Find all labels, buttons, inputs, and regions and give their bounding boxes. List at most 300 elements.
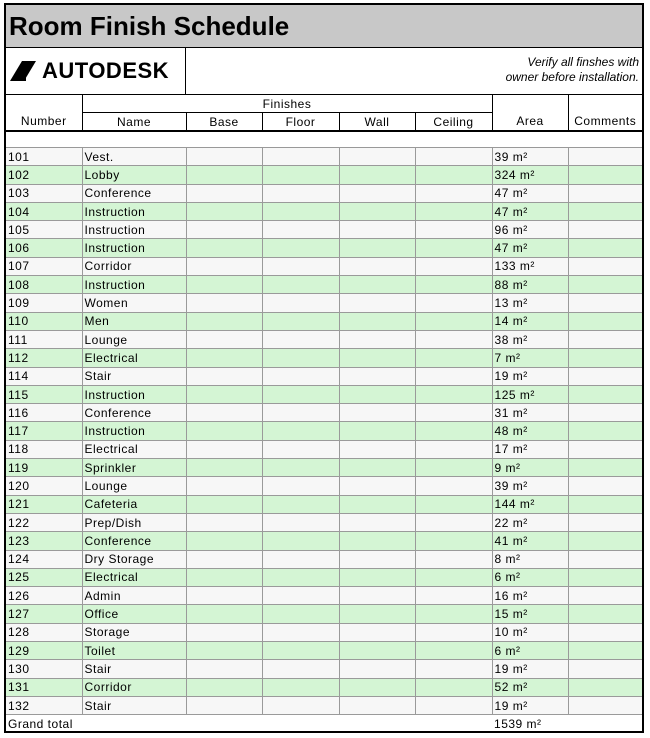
base-cell[interactable] [186, 166, 262, 184]
comments-cell[interactable] [568, 367, 642, 385]
floor-cell[interactable] [262, 678, 339, 696]
base-cell[interactable] [186, 440, 262, 458]
table-row[interactable] [6, 660, 642, 678]
ceiling-cell[interactable] [415, 294, 492, 312]
wall-cell[interactable] [339, 148, 415, 166]
room-name-cell[interactable]: Electrical [82, 440, 186, 458]
room-name-cell[interactable]: Instruction [82, 221, 186, 239]
col-header-base: Base [186, 113, 262, 132]
floor-cell[interactable] [262, 532, 339, 550]
comments-cell[interactable] [568, 440, 642, 458]
room-number-cell[interactable]: 109 [6, 294, 82, 312]
ceiling-cell[interactable] [415, 166, 492, 184]
col-header-name: Name [82, 113, 186, 132]
wall-cell[interactable] [339, 239, 415, 257]
floor-cell[interactable] [262, 642, 339, 660]
room-number-cell[interactable]: 105 [6, 221, 82, 239]
floor-cell[interactable] [262, 367, 339, 385]
wall-cell[interactable] [339, 605, 415, 623]
table-row[interactable] [6, 184, 642, 202]
base-cell[interactable] [186, 202, 262, 220]
table-row[interactable] [6, 550, 642, 568]
table-body [6, 148, 642, 715]
base-cell[interactable] [186, 623, 262, 641]
area-cell[interactable]: 22 m² [492, 513, 568, 531]
room-number-cell[interactable]: 102 [6, 166, 82, 184]
table-row[interactable] [6, 385, 642, 403]
finishes-group-header: Finishes [82, 95, 492, 113]
ceiling-cell[interactable] [415, 349, 492, 367]
base-cell[interactable] [186, 642, 262, 660]
floor-cell[interactable] [262, 349, 339, 367]
room-number-cell[interactable]: 101 [6, 148, 82, 166]
floor-cell[interactable] [262, 330, 339, 348]
room-name-cell[interactable]: Conference [82, 532, 186, 550]
wall-cell[interactable] [339, 166, 415, 184]
col-header-ceiling: Ceiling [415, 113, 492, 132]
floor-cell[interactable] [262, 477, 339, 495]
header-info-row [6, 48, 642, 95]
area-cell[interactable]: 8 m² [492, 550, 568, 568]
table-row[interactable] [6, 495, 642, 513]
area-cell[interactable]: 47 m² [492, 239, 568, 257]
room-number-cell[interactable]: 111 [6, 330, 82, 348]
room-number-cell[interactable]: 103 [6, 184, 82, 202]
table-row[interactable] [6, 513, 642, 531]
ceiling-cell[interactable] [415, 568, 492, 586]
base-cell[interactable] [186, 276, 262, 294]
room-number-cell[interactable]: 120 [6, 477, 82, 495]
ceiling-cell[interactable] [415, 513, 492, 531]
comments-cell[interactable] [568, 660, 642, 678]
wall-cell[interactable] [339, 257, 415, 275]
base-cell[interactable] [186, 605, 262, 623]
comments-cell[interactable] [568, 330, 642, 348]
table-row[interactable] [6, 440, 642, 458]
comments-cell[interactable] [568, 587, 642, 605]
table-row[interactable] [6, 276, 642, 294]
note-line-1: Verify all finshes with [527, 55, 639, 69]
base-cell[interactable] [186, 367, 262, 385]
floor-cell[interactable] [262, 660, 339, 678]
note-line-2: owner before installation. [505, 70, 639, 84]
autodesk-logo [6, 48, 186, 94]
base-cell[interactable] [186, 221, 262, 239]
comments-cell[interactable] [568, 513, 642, 531]
wall-cell[interactable] [339, 294, 415, 312]
comments-cell[interactable] [568, 148, 642, 166]
table-row[interactable] [6, 422, 642, 440]
ceiling-cell[interactable] [415, 422, 492, 440]
area-cell[interactable]: 47 m² [492, 202, 568, 220]
floor-cell[interactable] [262, 221, 339, 239]
area-cell[interactable]: 39 m² [492, 477, 568, 495]
table-row[interactable] [6, 404, 642, 422]
ceiling-cell[interactable] [415, 276, 492, 294]
base-cell[interactable] [186, 532, 262, 550]
area-cell[interactable]: 125 m² [492, 385, 568, 403]
room-number-cell[interactable]: 118 [6, 440, 82, 458]
comments-cell[interactable] [568, 239, 642, 257]
room-name-cell[interactable]: Women [82, 294, 186, 312]
room-number-cell[interactable]: 114 [6, 367, 82, 385]
table-row[interactable] [6, 678, 642, 696]
room-name-cell[interactable]: Electrical [82, 349, 186, 367]
logo-text: AUTODESK [42, 58, 170, 83]
area-cell[interactable]: 13 m² [492, 294, 568, 312]
area-cell[interactable]: 88 m² [492, 276, 568, 294]
wall-cell[interactable] [339, 678, 415, 696]
floor-cell[interactable] [262, 239, 339, 257]
base-cell[interactable] [186, 568, 262, 586]
table-row[interactable] [6, 642, 642, 660]
room-finish-table [6, 95, 642, 732]
comments-cell[interactable] [568, 385, 642, 403]
base-cell[interactable] [186, 660, 262, 678]
room-name-cell[interactable]: Toilet [82, 642, 186, 660]
floor-cell[interactable] [262, 495, 339, 513]
ceiling-cell[interactable] [415, 404, 492, 422]
table-row[interactable] [6, 459, 642, 477]
room-name-cell[interactable]: Stair [82, 367, 186, 385]
room-number-cell[interactable]: 108 [6, 276, 82, 294]
schedule-title: Room Finish Schedule [6, 5, 642, 48]
col-header-area: Area [492, 113, 568, 132]
base-cell[interactable] [186, 422, 262, 440]
base-cell[interactable] [186, 587, 262, 605]
table-row[interactable] [6, 349, 642, 367]
area-cell[interactable]: 16 m² [492, 587, 568, 605]
room-number-cell[interactable]: 128 [6, 623, 82, 641]
floor-cell[interactable] [262, 385, 339, 403]
floor-cell[interactable] [262, 605, 339, 623]
grand-total-area: 1539 m² [492, 715, 568, 733]
room-name-cell[interactable]: Stair [82, 660, 186, 678]
ceiling-cell[interactable] [415, 495, 492, 513]
ceiling-cell[interactable] [415, 587, 492, 605]
ceiling-cell[interactable] [415, 385, 492, 403]
base-cell[interactable] [186, 184, 262, 202]
table-row[interactable] [6, 294, 642, 312]
area-cell[interactable]: 19 m² [492, 660, 568, 678]
table-row[interactable] [6, 166, 642, 184]
autodesk-logo-icon [10, 61, 36, 81]
room-number-cell[interactable]: 124 [6, 550, 82, 568]
wall-cell[interactable] [339, 495, 415, 513]
area-cell[interactable]: 15 m² [492, 605, 568, 623]
wall-cell[interactable] [339, 513, 415, 531]
room-name-cell[interactable]: Electrical [82, 568, 186, 586]
ceiling-cell[interactable] [415, 312, 492, 330]
floor-cell[interactable] [262, 513, 339, 531]
floor-cell[interactable] [262, 587, 339, 605]
wall-cell[interactable] [339, 422, 415, 440]
floor-cell[interactable] [262, 257, 339, 275]
room-number-cell[interactable]: 131 [6, 678, 82, 696]
floor-cell[interactable] [262, 148, 339, 166]
wall-cell[interactable] [339, 202, 415, 220]
floor-cell[interactable] [262, 568, 339, 586]
wall-cell[interactable] [339, 532, 415, 550]
room-number-cell[interactable]: 129 [6, 642, 82, 660]
ceiling-cell[interactable] [415, 221, 492, 239]
area-cell[interactable]: 17 m² [492, 440, 568, 458]
ceiling-cell[interactable] [415, 367, 492, 385]
room-name-cell[interactable]: Lounge [82, 477, 186, 495]
floor-cell[interactable] [262, 294, 339, 312]
floor-cell[interactable] [262, 202, 339, 220]
area-cell[interactable]: 48 m² [492, 422, 568, 440]
table-row[interactable] [6, 221, 642, 239]
room-name-cell[interactable]: Prep/Dish [82, 513, 186, 531]
ceiling-cell[interactable] [415, 440, 492, 458]
wall-cell[interactable] [339, 312, 415, 330]
comments-cell[interactable] [568, 312, 642, 330]
comments-cell[interactable] [568, 550, 642, 568]
comments-cell[interactable] [568, 184, 642, 202]
room-name-cell[interactable]: Dry Storage [82, 550, 186, 568]
room-number-cell[interactable]: 122 [6, 513, 82, 531]
base-cell[interactable] [186, 148, 262, 166]
table-row[interactable] [6, 239, 642, 257]
floor-cell[interactable] [262, 404, 339, 422]
col-header-comments: Comments [568, 113, 642, 132]
area-cell[interactable]: 7 m² [492, 349, 568, 367]
area-cell[interactable]: 6 m² [492, 568, 568, 586]
room-number-cell[interactable]: 116 [6, 404, 82, 422]
base-cell[interactable] [186, 550, 262, 568]
room-name-cell[interactable]: Conference [82, 404, 186, 422]
floor-cell[interactable] [262, 276, 339, 294]
room-name-cell[interactable]: Men [82, 312, 186, 330]
room-number-cell[interactable]: 126 [6, 587, 82, 605]
area-cell[interactable]: 10 m² [492, 623, 568, 641]
ceiling-cell[interactable] [415, 623, 492, 641]
floor-cell[interactable] [262, 422, 339, 440]
wall-cell[interactable] [339, 660, 415, 678]
wall-cell[interactable] [339, 404, 415, 422]
table-row[interactable] [6, 148, 642, 166]
area-cell[interactable]: 14 m² [492, 312, 568, 330]
wall-cell[interactable] [339, 385, 415, 403]
room-number-cell[interactable]: 121 [6, 495, 82, 513]
table-row[interactable] [6, 568, 642, 586]
room-number-cell[interactable]: 132 [6, 696, 82, 714]
comments-cell[interactable] [568, 422, 642, 440]
area-cell[interactable]: 19 m² [492, 367, 568, 385]
room-name-cell[interactable]: Lobby [82, 166, 186, 184]
area-cell[interactable]: 47 m² [492, 184, 568, 202]
base-cell[interactable] [186, 385, 262, 403]
floor-cell[interactable] [262, 459, 339, 477]
comments-cell[interactable] [568, 349, 642, 367]
room-number-cell[interactable]: 106 [6, 239, 82, 257]
area-cell[interactable]: 144 m² [492, 495, 568, 513]
comments-cell[interactable] [568, 166, 642, 184]
comments-cell[interactable] [568, 696, 642, 714]
table-row[interactable] [6, 696, 642, 714]
base-cell[interactable] [186, 513, 262, 531]
room-name-cell[interactable]: Storage [82, 623, 186, 641]
area-cell[interactable]: 96 m² [492, 221, 568, 239]
wall-cell[interactable] [339, 184, 415, 202]
comments-cell[interactable] [568, 568, 642, 586]
room-name-cell[interactable]: Instruction [82, 276, 186, 294]
wall-cell[interactable] [339, 477, 415, 495]
base-cell[interactable] [186, 239, 262, 257]
ceiling-cell[interactable] [415, 459, 492, 477]
room-name-cell[interactable]: Lounge [82, 330, 186, 348]
room-number-cell[interactable]: 110 [6, 312, 82, 330]
table-row[interactable] [6, 330, 642, 348]
area-cell[interactable]: 9 m² [492, 459, 568, 477]
base-cell[interactable] [186, 312, 262, 330]
wall-cell[interactable] [339, 221, 415, 239]
base-cell[interactable] [186, 404, 262, 422]
grand-total-row [6, 715, 642, 733]
area-cell[interactable]: 52 m² [492, 678, 568, 696]
comments-cell[interactable] [568, 459, 642, 477]
wall-cell[interactable] [339, 367, 415, 385]
area-cell[interactable]: 133 m² [492, 257, 568, 275]
floor-cell[interactable] [262, 623, 339, 641]
floor-cell[interactable] [262, 696, 339, 714]
table-row[interactable] [6, 312, 642, 330]
room-number-cell[interactable]: 117 [6, 422, 82, 440]
base-cell[interactable] [186, 477, 262, 495]
base-cell[interactable] [186, 294, 262, 312]
comments-cell[interactable] [568, 642, 642, 660]
floor-cell[interactable] [262, 166, 339, 184]
area-cell[interactable]: 31 m² [492, 404, 568, 422]
area-cell[interactable]: 6 m² [492, 642, 568, 660]
ceiling-cell[interactable] [415, 330, 492, 348]
area-cell[interactable]: 38 m² [492, 330, 568, 348]
floor-cell[interactable] [262, 550, 339, 568]
room-name-cell[interactable]: Cafeteria [82, 495, 186, 513]
floor-cell[interactable] [262, 184, 339, 202]
room-name-cell[interactable]: Conference [82, 184, 186, 202]
comments-cell[interactable] [568, 477, 642, 495]
wall-cell[interactable] [339, 550, 415, 568]
wall-cell[interactable] [339, 330, 415, 348]
room-name-cell[interactable]: Stair [82, 696, 186, 714]
room-number-cell[interactable]: 127 [6, 605, 82, 623]
ceiling-cell[interactable] [415, 257, 492, 275]
room-number-cell[interactable]: 125 [6, 568, 82, 586]
base-cell[interactable] [186, 678, 262, 696]
ceiling-cell[interactable] [415, 477, 492, 495]
area-cell[interactable]: 324 m² [492, 166, 568, 184]
ceiling-cell[interactable] [415, 239, 492, 257]
comments-cell[interactable] [568, 404, 642, 422]
comments-cell[interactable] [568, 532, 642, 550]
room-name-cell[interactable]: Corridor [82, 678, 186, 696]
col-header-number: Number [6, 113, 82, 132]
wall-cell[interactable] [339, 459, 415, 477]
area-cell[interactable]: 39 m² [492, 148, 568, 166]
ceiling-cell[interactable] [415, 605, 492, 623]
room-number-cell[interactable]: 104 [6, 202, 82, 220]
room-number-cell[interactable]: 115 [6, 385, 82, 403]
comments-cell[interactable] [568, 257, 642, 275]
room-name-cell[interactable]: Instruction [82, 385, 186, 403]
table-row[interactable] [6, 587, 642, 605]
floor-cell[interactable] [262, 440, 339, 458]
room-name-cell[interactable]: Sprinkler [82, 459, 186, 477]
comments-cell[interactable] [568, 294, 642, 312]
base-cell[interactable] [186, 495, 262, 513]
room-name-cell[interactable]: Instruction [82, 422, 186, 440]
ceiling-cell[interactable] [415, 184, 492, 202]
installation-note [186, 48, 642, 94]
comments-cell[interactable] [568, 221, 642, 239]
base-cell[interactable] [186, 257, 262, 275]
ceiling-cell[interactable] [415, 550, 492, 568]
grand-total-label: Grand total [6, 715, 492, 733]
wall-cell[interactable] [339, 623, 415, 641]
table-row[interactable] [6, 367, 642, 385]
room-name-cell[interactable]: Admin [82, 587, 186, 605]
table-row[interactable] [6, 477, 642, 495]
room-name-cell[interactable]: Office [82, 605, 186, 623]
ceiling-cell[interactable] [415, 148, 492, 166]
comments-cell[interactable] [568, 623, 642, 641]
ceiling-cell[interactable] [415, 642, 492, 660]
comments-cell[interactable] [568, 605, 642, 623]
area-cell[interactable]: 41 m² [492, 532, 568, 550]
base-cell[interactable] [186, 349, 262, 367]
ceiling-cell[interactable] [415, 678, 492, 696]
comments-cell[interactable] [568, 495, 642, 513]
room-number-cell[interactable]: 119 [6, 459, 82, 477]
wall-cell[interactable] [339, 440, 415, 458]
room-name-cell[interactable]: Instruction [82, 202, 186, 220]
ceiling-cell[interactable] [415, 696, 492, 714]
table-row[interactable] [6, 257, 642, 275]
col-header-floor: Floor [262, 113, 339, 132]
room-number-cell[interactable]: 112 [6, 349, 82, 367]
area-cell[interactable]: 19 m² [492, 696, 568, 714]
comments-cell[interactable] [568, 202, 642, 220]
base-cell[interactable] [186, 459, 262, 477]
comments-cell[interactable] [568, 678, 642, 696]
comments-cell[interactable] [568, 276, 642, 294]
table-row[interactable] [6, 202, 642, 220]
base-cell[interactable] [186, 330, 262, 348]
floor-cell[interactable] [262, 312, 339, 330]
wall-cell[interactable] [339, 276, 415, 294]
room-number-cell[interactable]: 130 [6, 660, 82, 678]
room-name-cell[interactable]: Instruction [82, 239, 186, 257]
room-number-cell[interactable]: 123 [6, 532, 82, 550]
room-name-cell[interactable]: Corridor [82, 257, 186, 275]
wall-cell[interactable] [339, 587, 415, 605]
ceiling-cell[interactable] [415, 202, 492, 220]
wall-cell[interactable] [339, 568, 415, 586]
room-name-cell[interactable]: Vest. [82, 148, 186, 166]
wall-cell[interactable] [339, 349, 415, 367]
table-row[interactable] [6, 605, 642, 623]
table-row[interactable] [6, 623, 642, 641]
table-row[interactable] [6, 532, 642, 550]
wall-cell[interactable] [339, 696, 415, 714]
room-number-cell[interactable]: 107 [6, 257, 82, 275]
ceiling-cell[interactable] [415, 532, 492, 550]
wall-cell[interactable] [339, 642, 415, 660]
base-cell[interactable] [186, 696, 262, 714]
ceiling-cell[interactable] [415, 660, 492, 678]
